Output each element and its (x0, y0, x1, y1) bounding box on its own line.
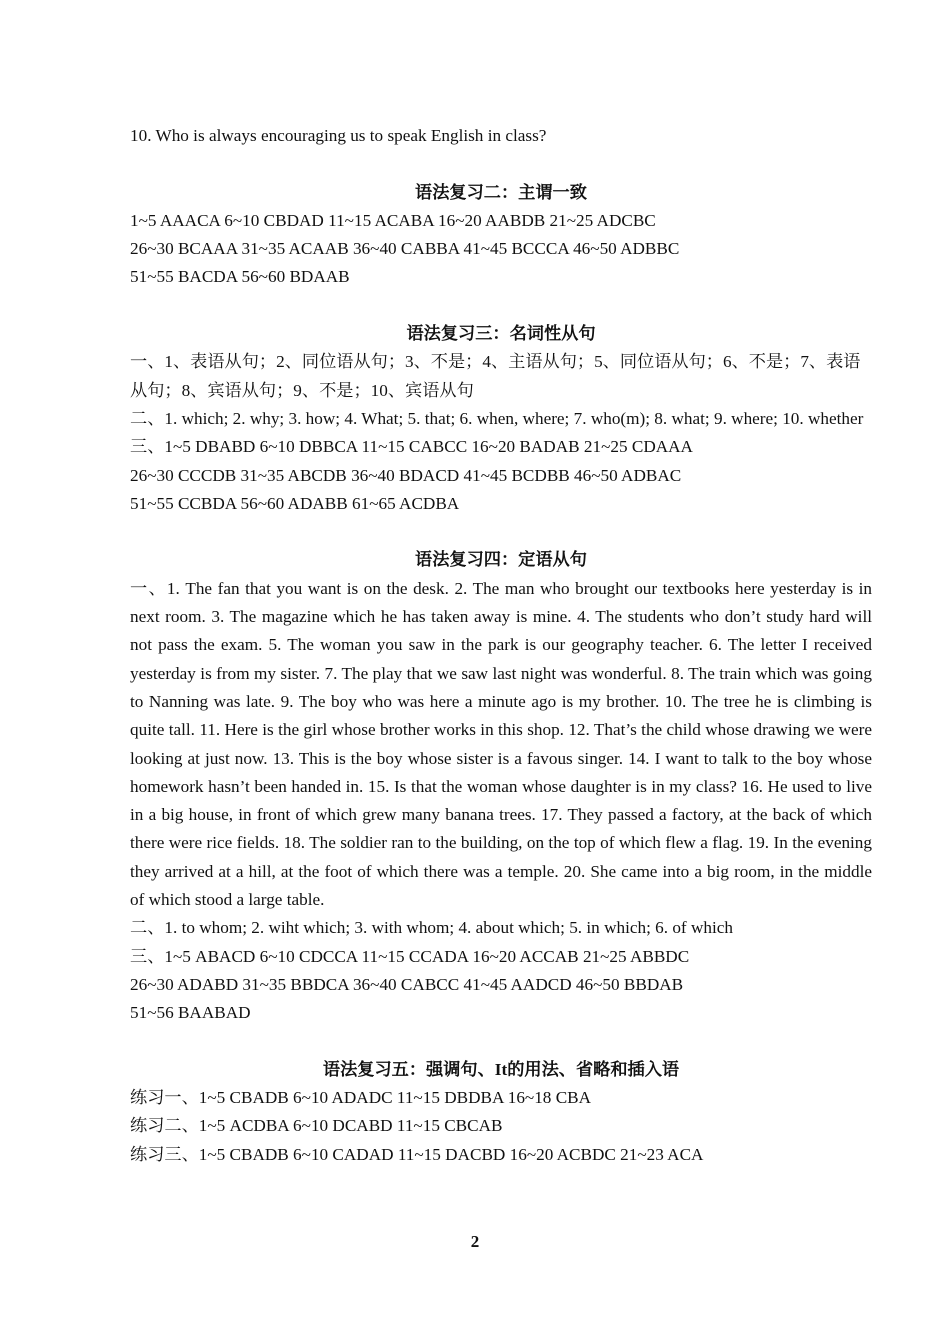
spacer (130, 1028, 872, 1056)
answer-line: 1~5 AAACA 6~10 CBDAD 11~15 ACABA 16~20 AABDB 21~25 ADCBC (130, 210, 656, 230)
answer-line: 51~55 BACDA 56~60 BDAAB (130, 267, 350, 287)
answer-paragraph: 一、1、表语从句；2、同位语从句；3、不是；4、主语从句；5、同位语从句；6、不是；7、表语从句；8、宾语从句；9、不是；10、宾语从句 (130, 352, 861, 400)
answer-paragraph: 一、1. The fan that you want is on the desk. 2. The man who brought our textbooks here yesterday is in next room. 3. The magazine which he has taken away is mine. 4. The students who don’t study hard will not pass the exam. 5. The woman you saw in the park is our geography teacher. 6. The letter I received yesterday is from my sister. 7. The play that we saw last night was wonderful. 8. The train which was going to Nanning was late. 9. The boy who was here a minute ago is my brother. 10. The tree he is climbing is quite tall. 11. Here is the girl whose brother works in this shop. 12. That’s the child whose drawing we were looking at just now. 13. This is the boy whose sister is a favous singer. 14. I want to talk to the boy whose homework hasn’t been handed in. 15. Is that the woman whose daughter is in my class? 16. He used to live in a big house, in front of which grew many banana trees. 17. They passed a factory, at the back of which there were rice fields. 18. The soldier ran to the building, on the top of which flew a flag. 19. In the evening they arrived at a hill, at the foot of which there was a temple. 20. She came into a big room, in the middle of which stood a large table. (130, 578, 872, 910)
answer-line: 三、1~5 DBABD 6~10 DBBCA 11~15 CABCC 16~20 BADAB 21~25 CDAAA (130, 437, 693, 457)
question-10-line: 10. Who is always encouraging us to speak English in class? (130, 126, 547, 145)
section-title-subject-verb-agreement: 语法复习二：主谓一致 (415, 182, 587, 202)
answer-line: 三、1~5 ABACD 6~10 CDCCA 11~15 CCADA 16~20 ACCAB 21~25 ABBDC (130, 946, 690, 966)
answer-line: 26~30 BCAAA 31~35 ACAAB 36~40 CABBA 41~45 BCCCA 46~50 ADBBC (130, 239, 680, 259)
spacer (130, 518, 872, 546)
answer-line: 练习二、1~5 ACDBA 6~10 DCABD 11~15 CBCAB (130, 1116, 503, 1136)
answer-line: 练习一、1~5 CBADB 6~10 ADADC 11~15 DBDBA 16~18 CBA (130, 1088, 592, 1108)
page-number: 2 (470, 1232, 480, 1251)
section-title-noun-clauses: 语法复习三：名词性从句 (406, 324, 596, 344)
answer-line: 二、1. to whom; 2. wiht which; 3. with whom; 4. about which; 5. in which; 6. of which (130, 918, 733, 938)
section-title-attributive-clauses: 语法复习四：定语从句 (415, 550, 587, 570)
spacer (130, 292, 872, 320)
answer-paragraph: 二、1. which; 2. why; 3. how; 4. What; 5. that; 6. when, where; 7. who(m); 8. what; 9. where; 10. whether (130, 408, 864, 428)
answer-key-page (130, 122, 872, 1169)
spacer (130, 150, 872, 178)
section-title-emphasis-it-ellipsis: 语法复习五：强调句、It的用法、省略和插入语 (322, 1059, 680, 1079)
answer-line: 26~30 CCCDB 31~35 ABCDB 36~40 BDACD 41~45 BCDBB 46~50 ADBAC (130, 465, 682, 485)
answer-line: 51~56 BAABAD (130, 1003, 251, 1023)
answer-line: 26~30 ADABD 31~35 BBDCA 36~40 CABCC 41~45 AADCD 46~50 BBDAB (130, 974, 684, 994)
answer-line: 练习三、1~5 CBADB 6~10 CADAD 11~15 DACBD 16~20 ACBDC 21~23 ACA (130, 1144, 704, 1164)
answer-line: 51~55 CCBDA 56~60 ADABB 61~65 ACDBA (130, 493, 460, 513)
